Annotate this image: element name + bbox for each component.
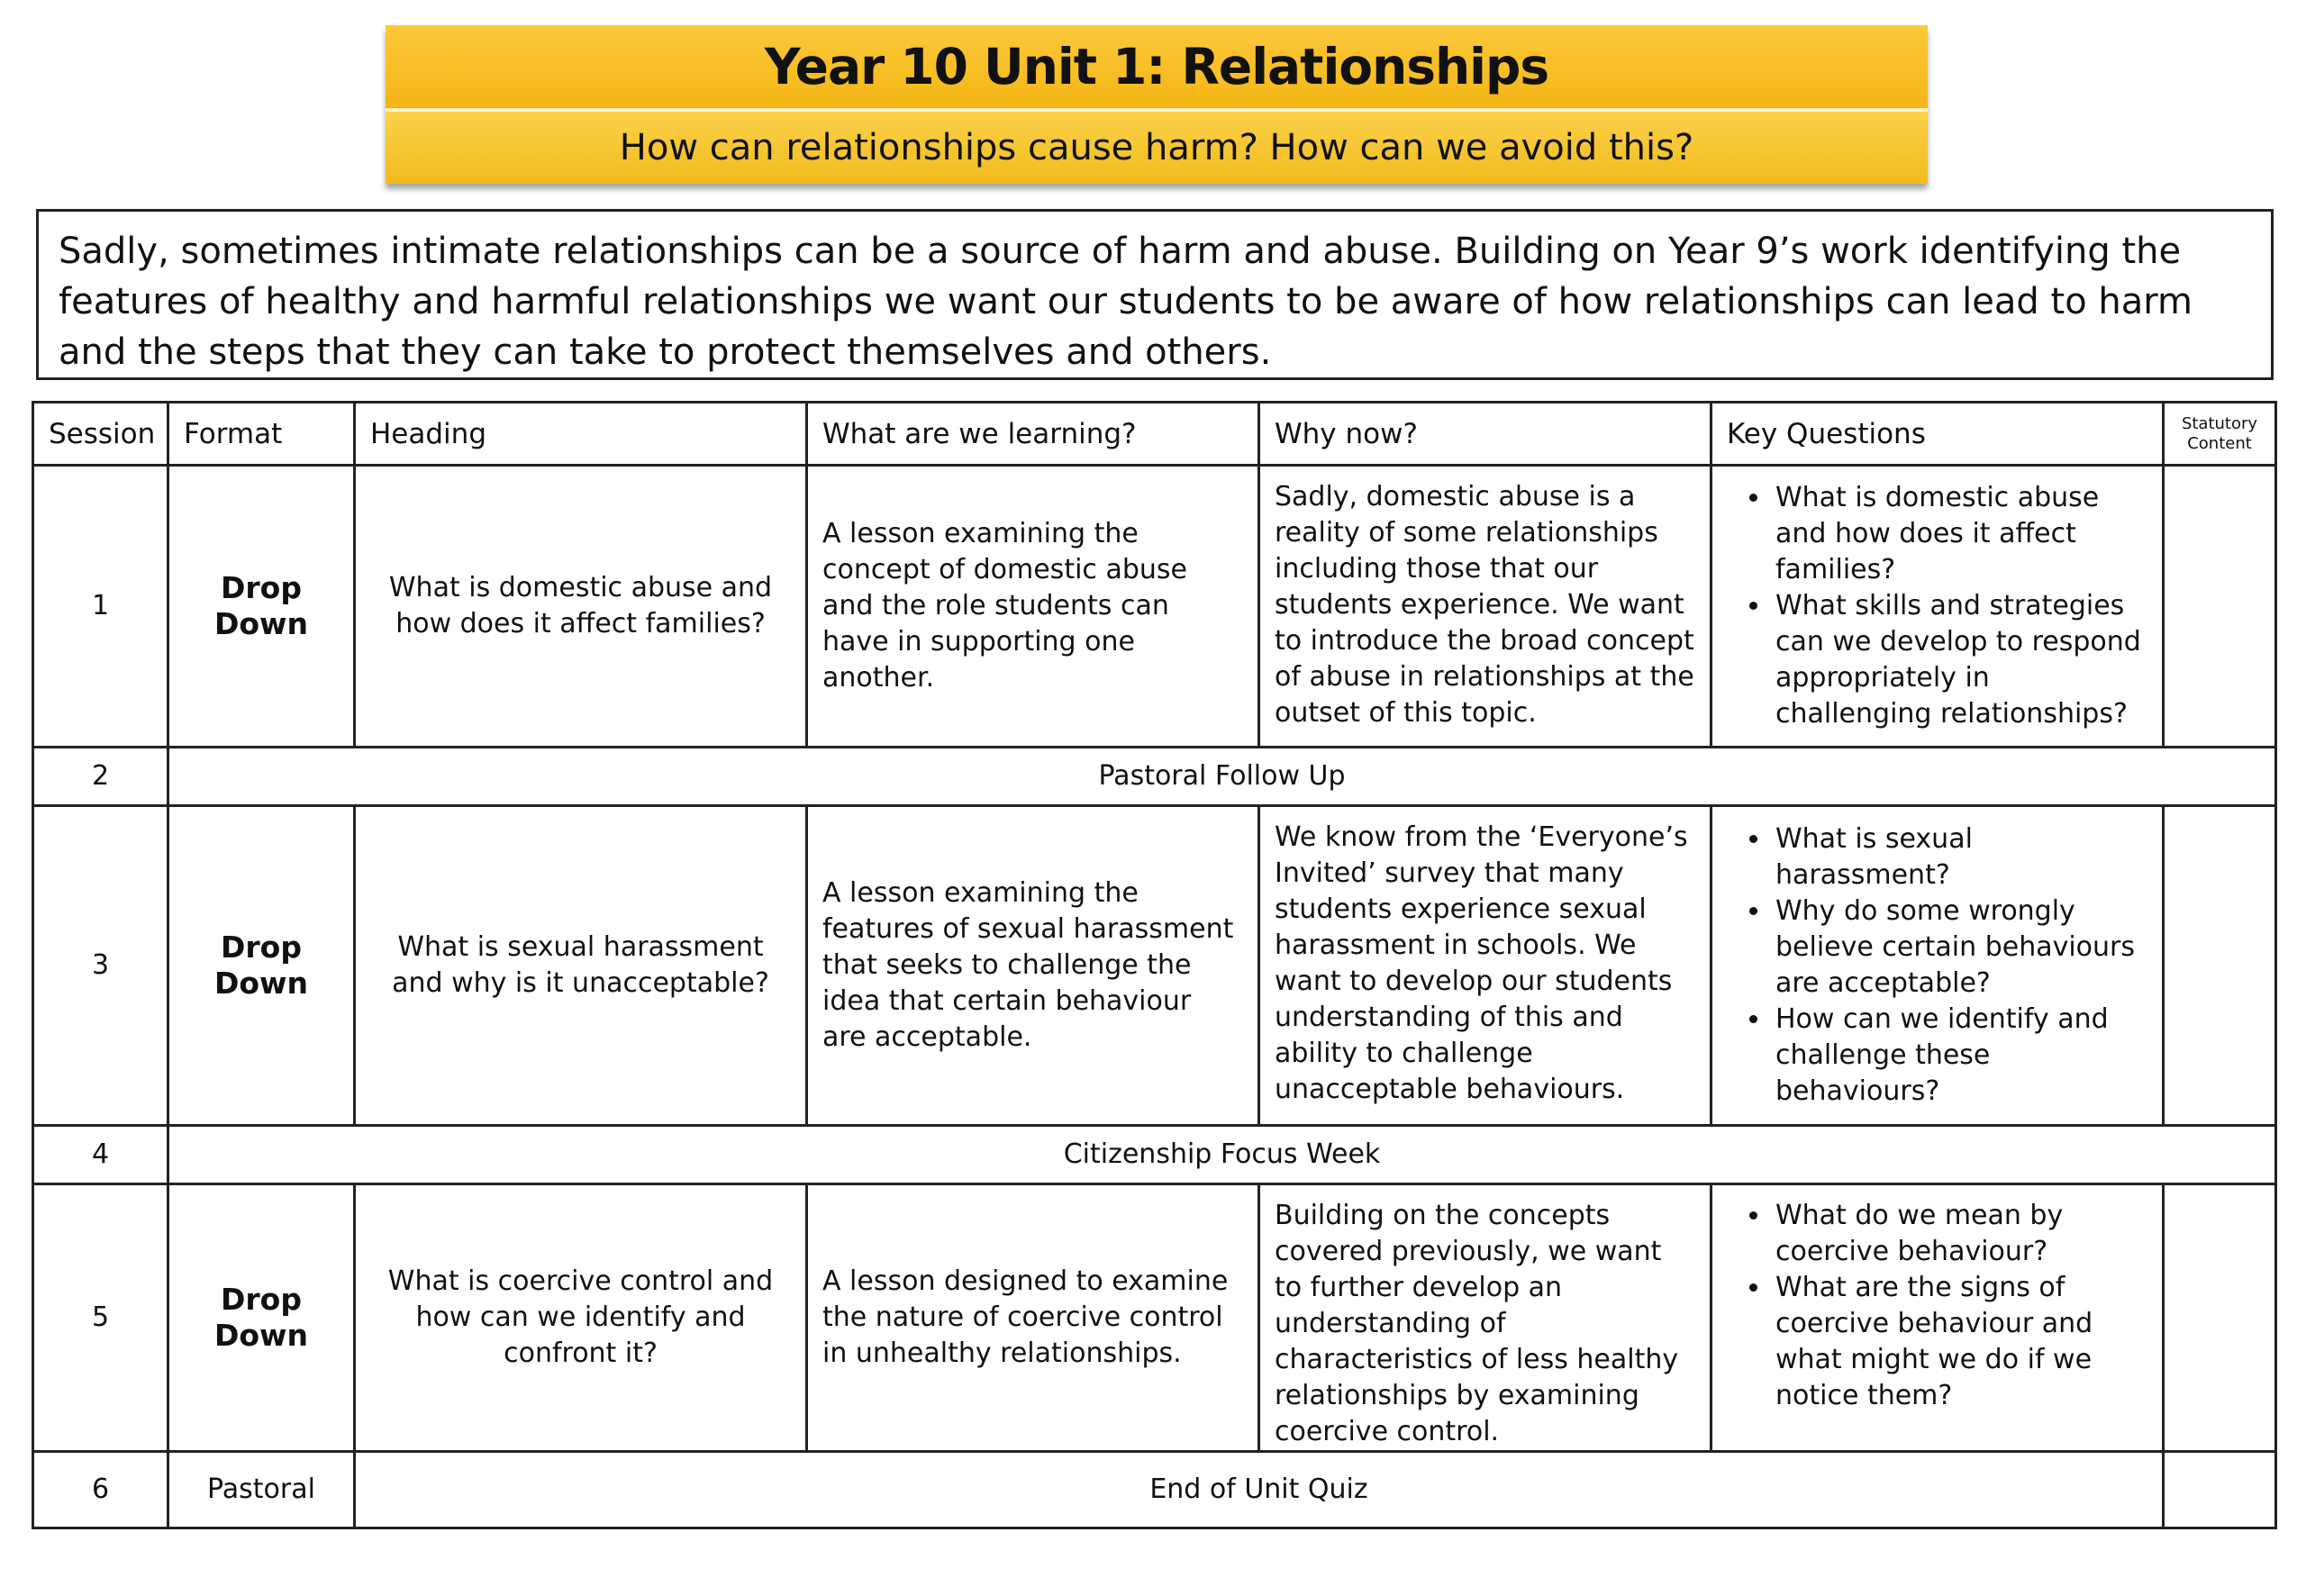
- learning-cell: A lesson examining the concept of domestic abuse and the role students can have in supporting one another.: [807, 466, 1259, 748]
- session-number: 1: [33, 466, 168, 748]
- format-cell: Drop Down: [168, 806, 355, 1126]
- heading-cell: What is sexual harassment and why is it unacceptable?: [355, 806, 807, 1126]
- banner-cell: End of Unit Quiz: [355, 1452, 2164, 1528]
- session-number: 5: [33, 1184, 168, 1452]
- format-cell: Drop Down: [168, 1184, 355, 1452]
- col-header-questions: Key Questions: [1711, 403, 2164, 466]
- unit-plan-table: [32, 401, 2277, 1529]
- statutory-cell: [2164, 1452, 2276, 1528]
- questions-cell: [1711, 806, 2164, 1126]
- statutory-cell: [2164, 466, 2276, 748]
- title-bar: [386, 25, 1928, 108]
- heading-cell: What is coercive control and how can we identify and confront it?: [355, 1184, 807, 1452]
- table-row: [33, 1184, 2276, 1452]
- statutory-cell: [2164, 806, 2276, 1126]
- format-cell: Pastoral: [168, 1452, 355, 1528]
- table-row: [33, 1452, 2276, 1528]
- col-header-learning: What are we learning?: [807, 403, 1259, 466]
- why-cell: Sadly, domestic abuse is a reality of some relationships including those that our students experience. We want to introduce the broad concept of abuse in relationships at the outset of this topic.: [1259, 466, 1711, 748]
- session-number: 2: [33, 748, 168, 806]
- list-item: • What is sexual harassment?: [1772, 821, 2147, 893]
- intro-box: [36, 209, 2274, 380]
- session-number: 4: [33, 1126, 168, 1184]
- learning-cell: A lesson designed to examine the nature of coercive control in unhealthy relationships.: [807, 1184, 1259, 1452]
- list-item: • What are the signs of coercive behaviour and what might we do if we notice them?: [1772, 1270, 2147, 1414]
- list-item: • Why do some wrongly believe certain behaviours are acceptable?: [1772, 893, 2147, 1002]
- title-banner: [386, 25, 1928, 184]
- session-number: 6: [33, 1452, 168, 1528]
- questions-cell: [1711, 466, 2164, 748]
- learning-cell: A lesson examining the features of sexual harassment that seeks to challenge the idea that certain behaviour are acceptable.: [807, 806, 1259, 1126]
- table-row: [33, 806, 2276, 1126]
- table-row: [33, 1126, 2276, 1184]
- questions-cell: [1711, 1184, 2164, 1452]
- col-header-statutory: Statutory Content: [2164, 403, 2276, 466]
- format-cell: Drop Down: [168, 466, 355, 748]
- key-questions-list: [1727, 480, 2147, 732]
- page-subtitle: How can relationships cause harm? How can we avoid this?: [619, 127, 1694, 168]
- list-item: • What skills and strategies can we develop to respond appropriately in challenging relationships?: [1772, 588, 2147, 732]
- list-item: • What is domestic abuse and how does it affect families?: [1772, 480, 2147, 588]
- banner-cell: Citizenship Focus Week: [168, 1126, 2276, 1184]
- key-questions-list: [1727, 821, 2147, 1110]
- col-header-heading: Heading: [355, 403, 807, 466]
- banner-cell: Pastoral Follow Up: [168, 748, 2276, 806]
- session-number: 3: [33, 806, 168, 1126]
- why-cell: Building on the concepts covered previously, we want to further develop an understanding of characteristics of less healthy relationships by examining coercive control.: [1259, 1184, 1711, 1452]
- list-item: • How can we identify and challenge these behaviours?: [1772, 1002, 2147, 1110]
- page-title: Year 10 Unit 1: Relationships: [764, 38, 1549, 95]
- col-header-format: Format: [168, 403, 355, 466]
- table-header-row: [33, 403, 2276, 466]
- why-cell: We know from the ‘Everyone’s Invited’ survey that many students experience sexual harassment in schools. We want to develop our students understanding of this and ability to challenge unacceptable behaviours.: [1259, 806, 1711, 1126]
- subtitle-bar: [386, 112, 1928, 184]
- statutory-cell: [2164, 1184, 2276, 1452]
- list-item: • What do we mean by coercive behaviour?: [1772, 1198, 2147, 1270]
- col-header-session: Session: [33, 403, 168, 466]
- intro-text: Sadly, sometimes intimate relationships can be a source of harm and abuse. Building on Year 9’s work identifying the features of healthy and harmful relationships we want our students to be aware of how relationships can lead to harm and the steps that they can take to protect themselves and others.: [59, 231, 2193, 373]
- heading-cell: What is domestic abuse and how does it affect families?: [355, 466, 807, 748]
- table-row: [33, 748, 2276, 806]
- table-row: [33, 466, 2276, 748]
- key-questions-list: [1727, 1198, 2147, 1414]
- col-header-why: Why now?: [1259, 403, 1711, 466]
